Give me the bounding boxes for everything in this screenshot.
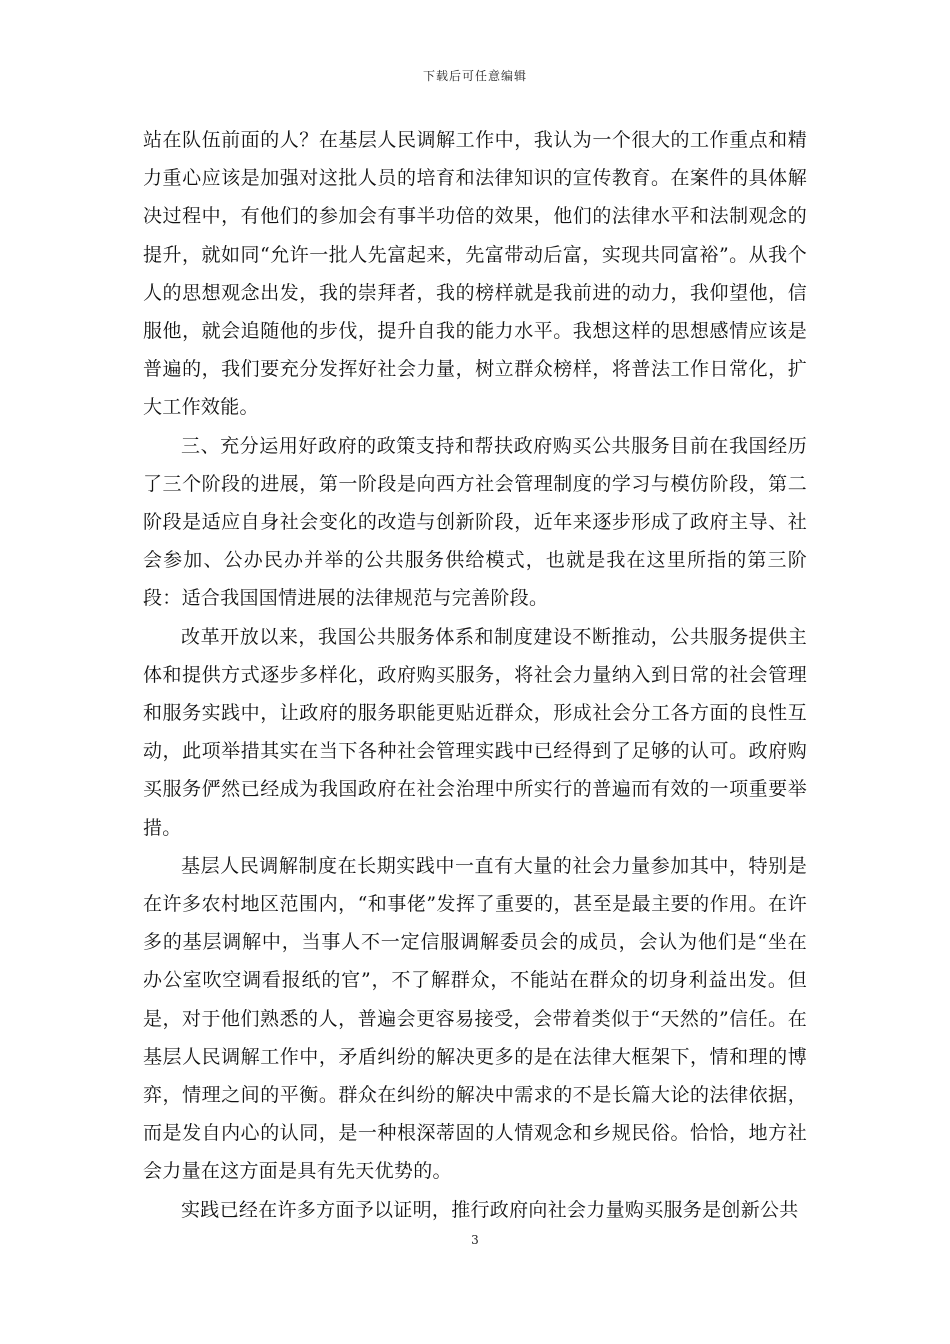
document-body	[143, 121, 807, 1229]
page-number: 3	[471, 1233, 479, 1247]
paragraph-4: 基层人民调解制度在长期实践中一直有大量的社会力量参加其中，特别是在许多农村地区范围内，“和事佬”发挥了重要的，甚至是最主要的作用。在许多的基层调解中，当事人不一定信服调解委员会的成员，会认为他们是“坐在办公室吹空调看报纸的官”，不了解群众，不能站在群众的切身利益出发。但是，对于他们熟悉的人，普遍会更容易接受，会带着类似于“天然的”信任。在基层人民调解工作中，矛盾纠纷的解决更多的是在法律大框架下，情和理的博弈，情理之间的平衡。群众在纠纷的解决中需求的不是长篇大论的法律依据，而是发自内心的认同，是一种根深蒂固的人情观念和乡规民俗。恰恰，地方社会力量在这方面是具有先天优势的。	[143, 854, 807, 1183]
paragraph-3: 改革开放以来，我国公共服务体系和制度建设不断推动，公共服务提供主体和提供方式逐步多样化，政府购买服务，将社会力量纳入到日常的社会管理和服务实践中，让政府的服务职能更贴近群众，形成社会分工各方面的良性互动，此项举措其实在当下各种社会管理实践中已经得到了足够的认可。政府购买服务俨然已经成为我国政府在社会治理中所实行的普遍而有效的一项重要举措。	[143, 625, 807, 839]
paragraph-1: 站在队伍前面的人？在基层人民调解工作中，我认为一个很大的工作重点和精力重心应该是加强对这批人员的培育和法律知识的宣传教育。在案件的具体解决过程中，有他们的参加会有事半功倍的效果，他们的法律水平和法制观念的提升，就如同“允许一批人先富起来，先富带动后富，实现共同富裕”。从我个人的思想观念出发，我的崇拜者，我的榜样就是我前进的动力，我仰望他，信服他，就会追随他的步伐，提升自我的能力水平。我想这样的思想感情应该是普遍的，我们要充分发挥好社会力量，树立群众榜样，将普法工作日常化，扩大工作效能。	[143, 129, 807, 419]
paragraph-5: 实践已经在许多方面予以证明，推行政府向社会力量购买服务是创新公共	[181, 1198, 799, 1221]
paragraph-2: 三、充分运用好政府的政策支持和帮扶政府购买公共服务目前在我国经历了三个阶段的进展，第一阶段是向西方社会管理制度的学习与模仿阶段，第二阶段是适应自身社会变化的改造与创新阶段，近年来逐步形成了政府主导、社会参加、公办民办并举的公共服务供给模式，也就是我在这里所指的第三阶段：适合我国国情进展的法律规范与完善阶段。	[143, 434, 807, 610]
page-header: 下载后可任意编辑	[422, 69, 527, 83]
